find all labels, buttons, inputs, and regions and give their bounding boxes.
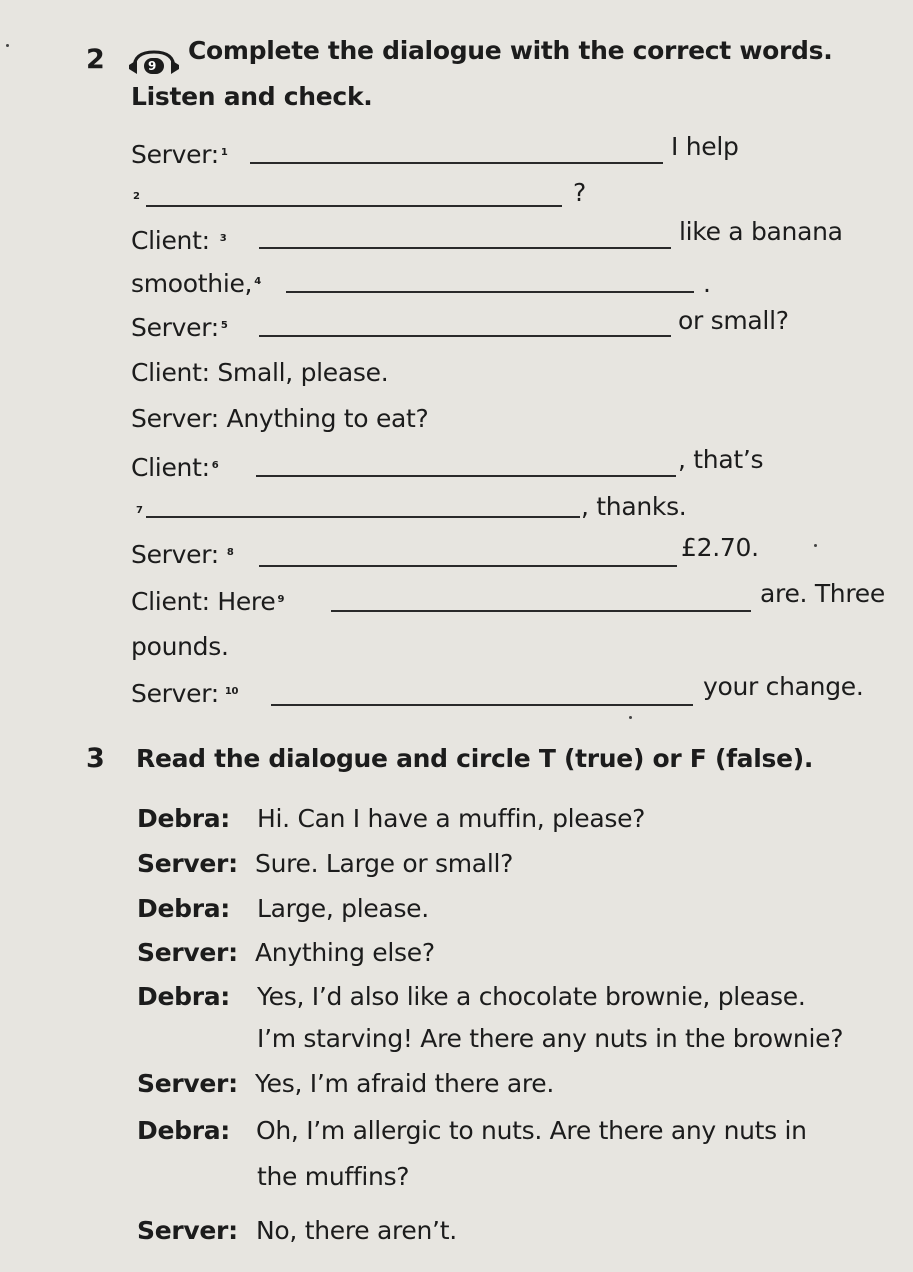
gap-number: 3 bbox=[219, 233, 227, 244]
gap-number: 8 bbox=[226, 547, 234, 558]
gap-number: 4 bbox=[254, 276, 261, 287]
gap-number: 6 bbox=[211, 460, 219, 471]
exercise-2-instruction-2: Listen and check. bbox=[131, 82, 373, 111]
dialogue-line: Server: bbox=[137, 938, 238, 967]
answer-blank-6[interactable] bbox=[256, 475, 676, 477]
exercise-3-number: 3 bbox=[86, 743, 105, 774]
gap-number: 9 bbox=[277, 594, 285, 605]
answer-blank-1[interactable] bbox=[250, 162, 663, 164]
dialogue-line: Debra: bbox=[137, 894, 230, 923]
dialogue-text: , thanks. bbox=[581, 492, 687, 521]
dialogue-text: are. Three bbox=[760, 579, 885, 608]
gap-number: 5 bbox=[220, 320, 228, 331]
speaker-label: Client: $^6$ bbox=[131, 453, 219, 482]
dialogue-text: the muffins? bbox=[257, 1162, 410, 1191]
dialogue-text: Yes, I’m afraid there are. bbox=[255, 1069, 555, 1098]
dialogue-text: . bbox=[703, 269, 711, 298]
dialogue-line: Client: Small, please. bbox=[131, 358, 389, 387]
page-speck bbox=[6, 44, 9, 47]
dialogue-text: No, there aren’t. bbox=[256, 1216, 457, 1245]
dialogue-line: Server: Anything to eat? bbox=[131, 404, 429, 433]
audio-track-icon[interactable] bbox=[126, 48, 182, 76]
dialogue-text: Sure. Large or small? bbox=[255, 849, 514, 878]
dialogue-line: Debra: bbox=[137, 804, 230, 833]
dialogue-text: Yes, I’d also like a chocolate brownie, please. bbox=[257, 982, 806, 1011]
dialogue-line: pounds. bbox=[131, 632, 229, 661]
gap-number: 2 bbox=[133, 191, 140, 202]
dialogue-text: Anything else? bbox=[255, 938, 435, 967]
exercise-2-instruction: Complete the dialogue with the correct words. bbox=[188, 36, 833, 65]
dialogue-text: your change. bbox=[703, 672, 864, 701]
dialogue-text: like a banana bbox=[679, 217, 843, 246]
page-speck bbox=[629, 716, 632, 719]
dialogue-text: Oh, I’m allergic to nuts. Are there any nuts in bbox=[256, 1116, 807, 1145]
dialogue-line: Debra: bbox=[137, 1116, 230, 1145]
dialogue-line: Server: bbox=[137, 1069, 238, 1098]
audio-track-number: 9 bbox=[148, 59, 157, 73]
dialogue-line: Debra: bbox=[137, 982, 230, 1011]
dialogue-text: Large, please. bbox=[257, 894, 429, 923]
answer-blank-5[interactable] bbox=[259, 335, 671, 337]
gap-number: 10 bbox=[224, 686, 239, 697]
dialogue-line: Server: bbox=[137, 849, 238, 878]
answer-blank-10[interactable] bbox=[271, 704, 693, 706]
answer-blank-9[interactable] bbox=[331, 610, 751, 612]
exercise-2-number: 2 bbox=[86, 44, 105, 75]
answer-blank-4[interactable] bbox=[286, 291, 694, 293]
exercise-3-instruction: Read the dialogue and circle T (true) or F (false). bbox=[136, 744, 814, 773]
gap-number: 7 bbox=[136, 505, 143, 516]
speaker-label: Server: $^5$ bbox=[131, 313, 228, 342]
dialogue-text: or small? bbox=[678, 306, 789, 335]
dialogue-text: £2.70. bbox=[681, 533, 759, 562]
page-speck bbox=[814, 544, 817, 547]
speaker-label: Client: Here $^9$ bbox=[131, 587, 285, 616]
answer-blank-8[interactable] bbox=[259, 565, 677, 567]
dialogue-text: ? bbox=[573, 178, 586, 207]
speaker-label: Server: $^1$ bbox=[131, 140, 228, 169]
speaker-label: Server: $^{10}$ bbox=[131, 679, 239, 708]
dialogue-text: Hi. Can I have a muffin, please? bbox=[257, 804, 646, 833]
gap-number: 1 bbox=[220, 147, 228, 158]
dialogue-text: I help bbox=[671, 132, 739, 161]
answer-blank-7[interactable] bbox=[146, 516, 580, 518]
speaker-label: Server: $^8$ bbox=[131, 540, 234, 569]
speaker-label: Client: $^3$ bbox=[131, 226, 227, 255]
dialogue-text: smoothie, $^4$ bbox=[131, 269, 261, 298]
answer-blank-2[interactable] bbox=[146, 205, 562, 207]
dialogue-text: , that’s bbox=[678, 445, 764, 474]
answer-blank-3[interactable] bbox=[259, 247, 671, 249]
dialogue-line: Server: bbox=[137, 1216, 238, 1245]
dialogue-text: I’m starving! Are there any nuts in the brownie? bbox=[257, 1024, 844, 1053]
